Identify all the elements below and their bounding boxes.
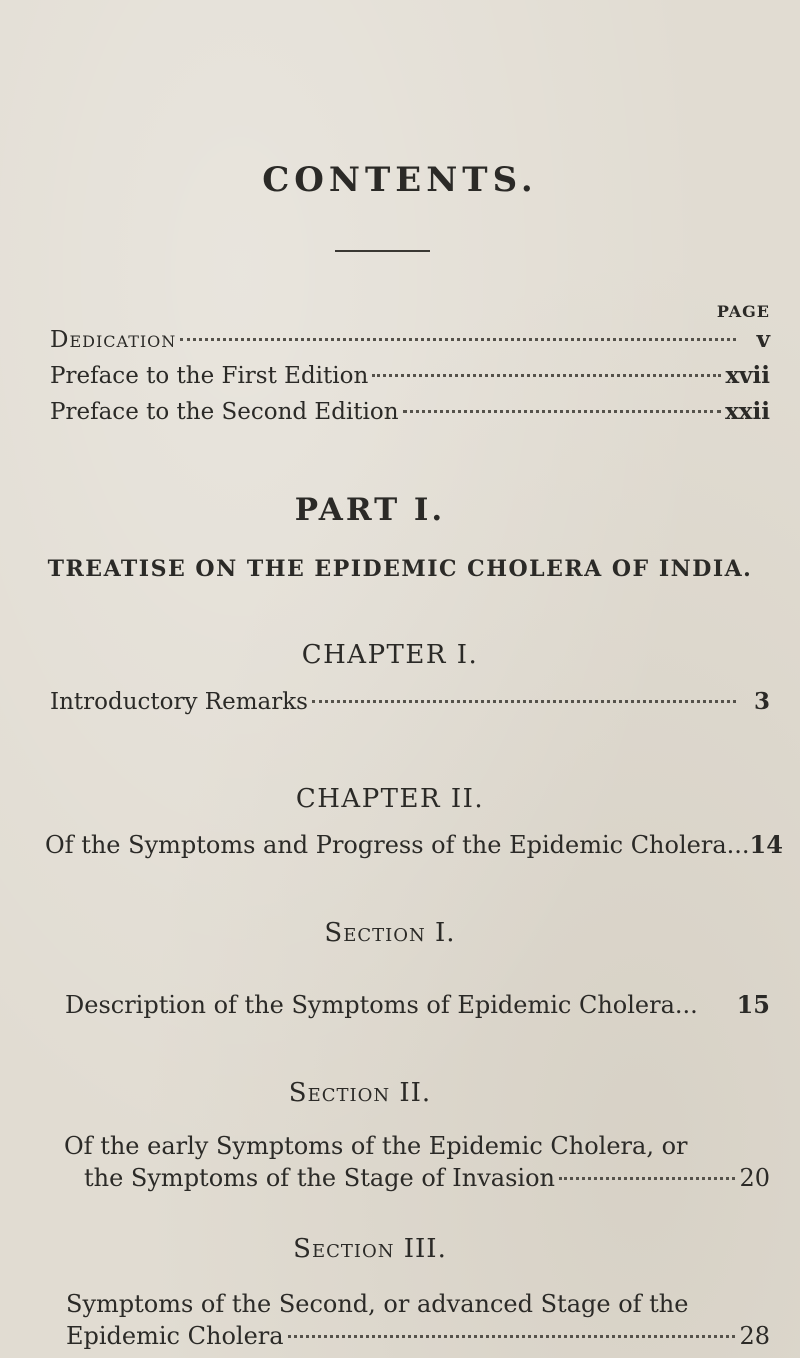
page-column-label: PAGE [716, 302, 770, 321]
chapter-1-heading: CHAPTER I. [301, 640, 479, 670]
page-title: CONTENTS. [262, 160, 538, 200]
dot-leader [372, 374, 721, 377]
toc-entry-dedication[interactable] [50, 326, 770, 353]
toc-entry-symptoms-progress[interactable] [45, 830, 783, 859]
toc-entry-label: Description of the Symptoms of Epidemic Cholera... [65, 991, 698, 1019]
toc-entry-page: xxii [725, 398, 770, 425]
toc-entry-preface-first[interactable] [50, 362, 770, 389]
toc-entry-label-line1: Symptoms of the Second, or advanced Stage of the [66, 1290, 689, 1318]
dot-leader [403, 410, 722, 413]
toc-entry-page: xvii [725, 362, 770, 389]
toc-entry-label: Dedication [50, 327, 177, 353]
toc-entry-page: 20 [739, 1164, 770, 1192]
toc-entry-label-line2: Epidemic Cholera [66, 1322, 284, 1350]
toc-entry-label: Introductory Remarks [50, 689, 308, 715]
toc-entry-line2 [64, 1164, 770, 1192]
dot-leader [312, 700, 736, 703]
toc-entry-page: 28 [739, 1322, 770, 1350]
toc-entry-early-symptoms[interactable] [64, 1132, 770, 1192]
toc-entry-label: Preface to the First Edition [50, 363, 369, 389]
toc-entry-label-line1: Of the early Symptoms of the Epidemic Cholera, or [64, 1132, 688, 1160]
toc-entry-advanced-stage[interactable] [66, 1290, 770, 1350]
toc-entry-page: 14 [749, 830, 783, 859]
toc-entry-page: v [756, 326, 770, 353]
toc-entry-description-symptoms[interactable] [65, 990, 770, 1019]
toc-entry-label: Preface to the Second Edition [50, 399, 399, 425]
section-3-heading: Section III. [293, 1234, 447, 1264]
part-heading: PART I. [294, 492, 446, 528]
title-rule [335, 250, 430, 252]
toc-entry-page: 3 [753, 688, 770, 715]
chapter-2-heading: CHAPTER II. [295, 784, 485, 814]
toc-entry-label-line2: the Symptoms of the Stage of Invasion [84, 1164, 555, 1192]
toc-entry-introductory-remarks[interactable] [50, 688, 770, 715]
toc-entry-line2 [66, 1322, 770, 1350]
dot-leader [288, 1335, 736, 1338]
section-1-heading: Section I. [324, 918, 456, 948]
section-2-heading: Section II. [288, 1078, 432, 1108]
dot-leader [559, 1177, 735, 1180]
dot-leader [180, 338, 736, 341]
part-subtitle: TREATISE ON THE EPIDEMIC CHOLERA OF INDIA. [47, 556, 753, 582]
toc-entry-preface-second[interactable] [50, 398, 770, 425]
toc-entry-label: Of the Symptoms and Progress of the Epidemic Cholera... [45, 831, 750, 859]
toc-entry-page: 15 [736, 990, 770, 1019]
